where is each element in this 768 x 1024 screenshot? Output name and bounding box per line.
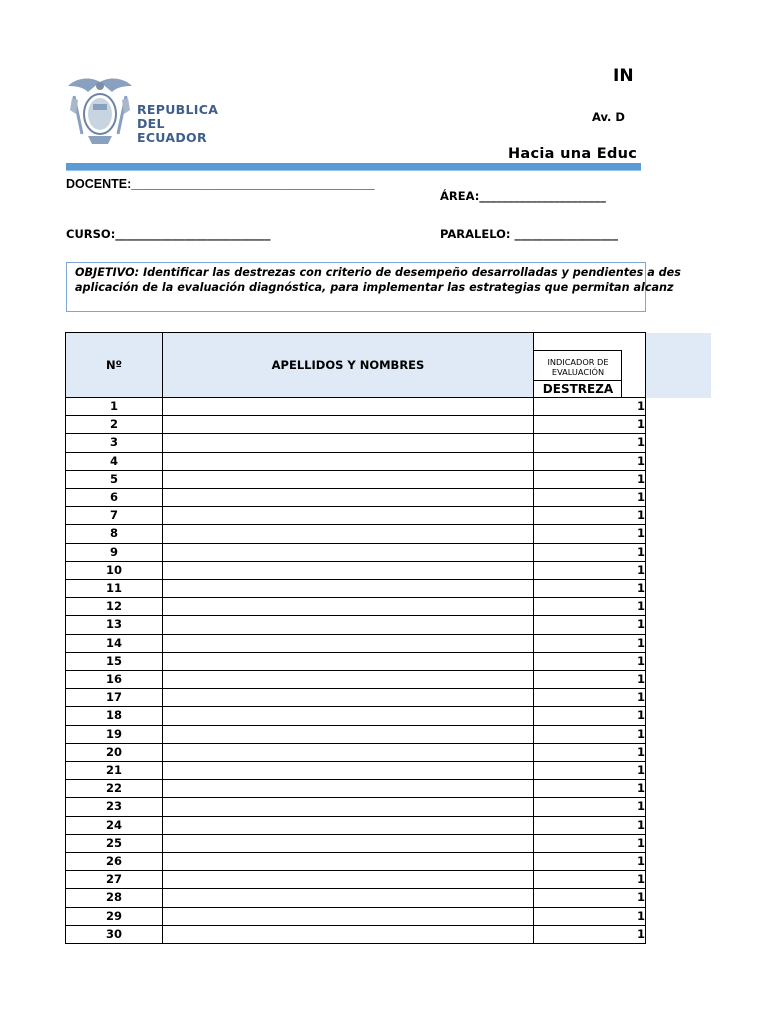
row-skill-value[interactable]: 1	[534, 853, 646, 871]
table-header-row	[66, 333, 646, 398]
row-student-name-cell[interactable]	[163, 561, 534, 579]
row-skill-value[interactable]: 1	[534, 470, 646, 488]
row-skill-value[interactable]: 1	[534, 689, 646, 707]
table-row	[66, 434, 646, 452]
indicator-box	[534, 350, 622, 397]
row-skill-value[interactable]: 1	[534, 398, 646, 416]
row-number: 8	[66, 525, 163, 543]
student-evaluation-table	[65, 332, 646, 944]
row-number: 15	[66, 652, 163, 670]
row-skill-value[interactable]: 1	[534, 889, 646, 907]
indicator-divider	[534, 380, 622, 381]
row-number: 12	[66, 598, 163, 616]
row-skill-value[interactable]: 1	[534, 834, 646, 852]
row-skill-value[interactable]: 1	[534, 452, 646, 470]
row-student-name-cell[interactable]	[163, 762, 534, 780]
table-body	[66, 398, 646, 944]
table-row	[66, 634, 646, 652]
row-student-name-cell[interactable]	[163, 416, 534, 434]
row-skill-value[interactable]: 1	[534, 652, 646, 670]
row-skill-value[interactable]: 1	[534, 671, 646, 689]
table-row	[66, 561, 646, 579]
row-skill-value[interactable]: 1	[534, 725, 646, 743]
table-row	[66, 470, 646, 488]
row-student-name-cell[interactable]	[163, 780, 534, 798]
table-row	[66, 616, 646, 634]
row-number: 6	[66, 489, 163, 507]
header-names: APELLIDOS Y NOMBRES	[163, 333, 534, 398]
objective-text	[75, 266, 725, 295]
table-row	[66, 798, 646, 816]
ecuador-coat-of-arms-logo	[64, 74, 234, 148]
table-row	[66, 543, 646, 561]
row-number: 30	[66, 925, 163, 943]
table-row	[66, 725, 646, 743]
logo-text-line1: REPUBLICA	[137, 102, 219, 117]
row-skill-value[interactable]: 1	[534, 762, 646, 780]
table-row	[66, 816, 646, 834]
objective-line1: OBJETIVO: Identificar las destrezas con criterio de desempeño desarrolladas y pendientes a des	[75, 266, 681, 279]
row-number: 18	[66, 707, 163, 725]
row-skill-value[interactable]: 1	[534, 780, 646, 798]
table-row	[66, 598, 646, 616]
row-number: 23	[66, 798, 163, 816]
table-row	[66, 416, 646, 434]
row-number: 4	[66, 452, 163, 470]
row-student-name-cell[interactable]	[163, 871, 534, 889]
header-number: Nº	[66, 333, 163, 398]
area-field[interactable]: ÁREA:______________________	[440, 189, 606, 203]
row-student-name-cell[interactable]	[163, 598, 534, 616]
table-row	[66, 907, 646, 925]
row-student-name-cell[interactable]	[163, 671, 534, 689]
coat-of-arms-icon	[64, 74, 136, 148]
row-skill-value[interactable]: 1	[534, 743, 646, 761]
row-student-name-cell[interactable]	[163, 525, 534, 543]
row-student-name-cell[interactable]	[163, 398, 534, 416]
table-row	[66, 762, 646, 780]
row-number: 11	[66, 580, 163, 598]
row-student-name-cell[interactable]	[163, 434, 534, 452]
row-number: 28	[66, 889, 163, 907]
row-number: 19	[66, 725, 163, 743]
table-row	[66, 689, 646, 707]
row-student-name-cell[interactable]	[163, 725, 534, 743]
header-indicator-cell	[534, 333, 646, 398]
table-row	[66, 889, 646, 907]
table-row	[66, 398, 646, 416]
row-number: 26	[66, 853, 163, 871]
row-skill-value[interactable]: 1	[534, 543, 646, 561]
row-number: 3	[66, 434, 163, 452]
row-skill-value[interactable]: 1	[534, 616, 646, 634]
row-skill-value[interactable]: 1	[534, 580, 646, 598]
header-accent-bar	[66, 163, 641, 170]
row-number: 1	[66, 398, 163, 416]
row-student-name-cell[interactable]	[163, 907, 534, 925]
curso-field[interactable]: CURSO:___________________________	[66, 227, 271, 241]
row-student-name-cell[interactable]	[163, 798, 534, 816]
row-skill-value[interactable]: 1	[534, 525, 646, 543]
paralelo-field[interactable]: PARALELO: __________________	[440, 227, 619, 241]
row-student-name-cell[interactable]	[163, 834, 534, 852]
row-number: 21	[66, 762, 163, 780]
row-student-name-cell[interactable]	[163, 652, 534, 670]
row-student-name-cell[interactable]	[163, 580, 534, 598]
logo-text-line2: DEL ECUADOR	[137, 116, 207, 145]
row-student-name-cell[interactable]	[163, 489, 534, 507]
row-student-name-cell[interactable]	[163, 743, 534, 761]
row-student-name-cell[interactable]	[163, 507, 534, 525]
row-number: 5	[66, 470, 163, 488]
table-row	[66, 507, 646, 525]
row-student-name-cell[interactable]	[163, 816, 534, 834]
row-number: 22	[66, 780, 163, 798]
table-row	[66, 834, 646, 852]
row-number: 17	[66, 689, 163, 707]
docente-field[interactable]: DOCENTE:___________________________________	[66, 177, 375, 191]
table-row	[66, 525, 646, 543]
table-row	[66, 452, 646, 470]
row-skill-value[interactable]: 1	[534, 925, 646, 943]
table-row	[66, 580, 646, 598]
objective-line2: aplicación de la evaluación diagnóstica, para implementar las estrategias que permitan alcanz	[75, 280, 674, 294]
header-indicator-label: INDICADOR DE EVALUACIÓN	[547, 357, 609, 377]
table-row	[66, 707, 646, 725]
row-student-name-cell[interactable]	[163, 707, 534, 725]
institution-slogan: Hacia una Educ	[508, 146, 638, 162]
row-student-name-cell[interactable]	[163, 452, 534, 470]
row-number: 14	[66, 634, 163, 652]
row-student-name-cell[interactable]	[163, 889, 534, 907]
row-number: 25	[66, 834, 163, 852]
row-number: 29	[66, 907, 163, 925]
row-skill-value[interactable]: 1	[534, 561, 646, 579]
row-number: 27	[66, 871, 163, 889]
row-number: 2	[66, 416, 163, 434]
row-skill-value[interactable]: 1	[534, 816, 646, 834]
row-skill-value[interactable]: 1	[534, 416, 646, 434]
row-student-name-cell[interactable]	[163, 616, 534, 634]
row-number: 7	[66, 507, 163, 525]
row-student-name-cell[interactable]	[163, 543, 534, 561]
row-student-name-cell[interactable]	[163, 689, 534, 707]
row-skill-value[interactable]: 1	[534, 634, 646, 652]
row-student-name-cell[interactable]	[163, 925, 534, 943]
table-row	[66, 925, 646, 943]
header-accent-line	[66, 170, 641, 171]
table-row	[66, 489, 646, 507]
row-student-name-cell[interactable]	[163, 470, 534, 488]
table-row	[66, 652, 646, 670]
row-skill-value[interactable]: 1	[534, 598, 646, 616]
row-number: 10	[66, 561, 163, 579]
row-skill-value[interactable]: 1	[534, 707, 646, 725]
row-number: 20	[66, 743, 163, 761]
table-row	[66, 780, 646, 798]
row-number: 24	[66, 816, 163, 834]
row-skill-value[interactable]: 1	[534, 871, 646, 889]
institution-address: Av. D	[592, 110, 625, 124]
header-skill-label: DESTREZA	[542, 382, 614, 396]
table-row	[66, 871, 646, 889]
institution-title: IN	[613, 66, 634, 86]
row-skill-value[interactable]: 1	[534, 434, 646, 452]
row-student-name-cell[interactable]	[163, 853, 534, 871]
table-row	[66, 671, 646, 689]
row-student-name-cell[interactable]	[163, 634, 534, 652]
row-skill-value[interactable]: 1	[534, 507, 646, 525]
row-number: 13	[66, 616, 163, 634]
row-number: 16	[66, 671, 163, 689]
row-skill-value[interactable]: 1	[534, 489, 646, 507]
row-number: 9	[66, 543, 163, 561]
row-skill-value[interactable]: 1	[534, 907, 646, 925]
table-row	[66, 743, 646, 761]
table-row	[66, 853, 646, 871]
row-skill-value[interactable]: 1	[534, 798, 646, 816]
